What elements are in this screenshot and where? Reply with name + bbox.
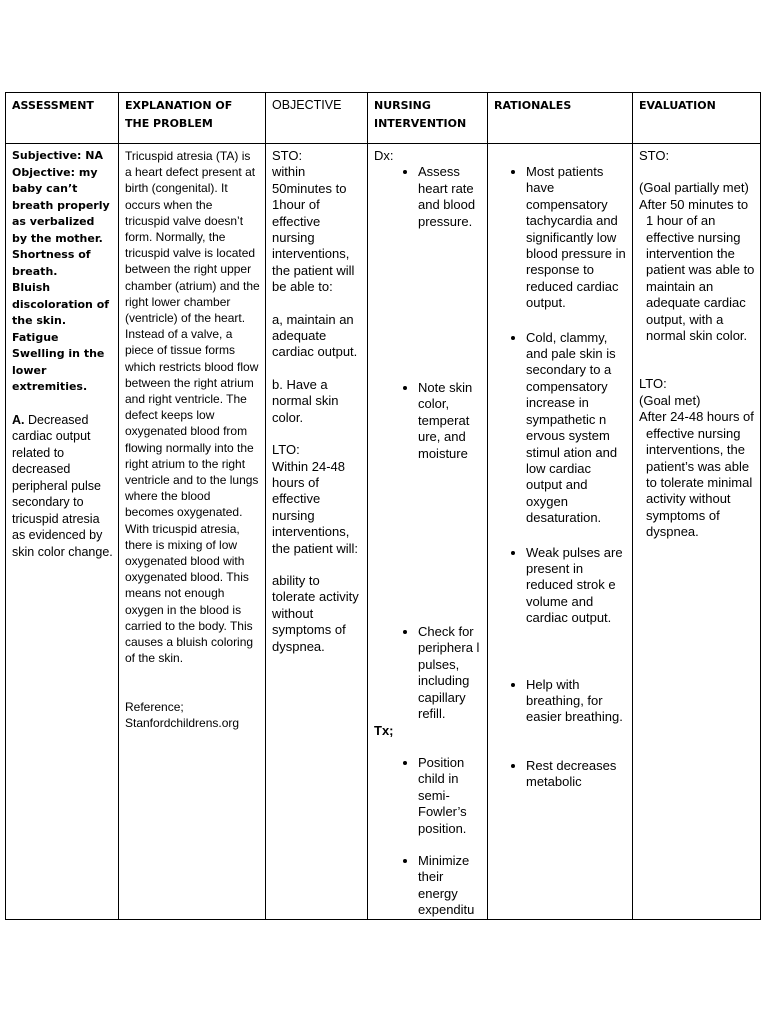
eval-sto-text: After 50 minutes to 1 hour of an effective nursing intervention the patient was able to maintain an adequate cardiac output, with a normal skin color. xyxy=(639,196,755,344)
intervention-item: • Position child in semi-Fowler’s position. xyxy=(418,755,482,837)
header-rationales: RATIONALES xyxy=(488,93,633,144)
reference-source: Stanfordchildrens.org xyxy=(125,715,240,730)
intervention-item: • Check for periphera l pulses, including capillary refill. xyxy=(418,624,482,722)
rationale-list xyxy=(494,164,627,791)
dx-label: Dx: xyxy=(374,148,394,163)
intervention-cell xyxy=(368,144,488,920)
lto-label: LTO: xyxy=(272,442,300,458)
header-nursing-intervention: NURSING INTERVENTION xyxy=(368,93,488,144)
rationales-cell xyxy=(488,144,633,920)
rationale-item: • Cold, clammy, and pale skin is secondary to a compensatory increase in sympathetic n ervous system stimul ation and low cardiac output and oxygen desaturation. xyxy=(526,330,627,527)
explanation-cell xyxy=(119,144,266,920)
assessment-cell xyxy=(6,144,119,920)
subjective: Subjective: NA xyxy=(12,149,103,162)
eval-lto-label: LTO: xyxy=(639,376,667,392)
finding-item: Swelling in the lower extremities. xyxy=(12,347,105,393)
header-assessment: ASSESSMENT xyxy=(6,93,119,144)
rationale-item: • Most patients have compensatory tachycardia and significantly low blood pressure in response to reduced cardiac output. xyxy=(526,164,627,312)
finding-item: Bluish discoloration of the skin. xyxy=(12,281,110,327)
sto-label: STO: xyxy=(272,148,303,163)
lto-text: Within 24-48 hours of effective nursing interventions, the patient will: xyxy=(272,458,358,556)
finding-item: Shortness of breath. xyxy=(12,248,91,278)
lto-goal: ability to tolerate activity without symptoms of dyspnea. xyxy=(272,572,359,654)
header-evaluation: EVALUATION xyxy=(633,93,761,144)
eval-sto-label: STO: xyxy=(639,148,670,163)
content-row xyxy=(6,144,761,920)
rationale-item: • Help with breathing, for easier breathing. xyxy=(526,677,627,726)
header-objective: OBJECTIVE xyxy=(266,93,368,144)
intervention-item: • Minimize their energy expenditu xyxy=(418,853,482,919)
header-explanation: EXPLANATION OF THE PROBLEM xyxy=(119,93,266,144)
tx-list xyxy=(374,755,482,919)
eval-lto-status: (Goal met) xyxy=(639,392,701,408)
header-row xyxy=(6,93,761,144)
intervention-item: • Assess heart rate and blood pressure. xyxy=(418,164,482,230)
sto-text: within 50minutes to 1hour of effective nursing interventions, the patient will be able to: xyxy=(272,164,355,295)
eval-sto-status: (Goal partially met) xyxy=(639,180,749,196)
tx-label: Tx; xyxy=(374,722,394,738)
eval-lto-text: After 24-48 hours of effective nursing interventions, the patient’s was able to tolerate minimal activity without symptoms of dyspnea. xyxy=(639,409,754,540)
goal-a: a, maintain an adequate cardiac output. xyxy=(272,311,358,360)
goal-b: b. Have a normal skin color. xyxy=(272,376,339,425)
nursing-diagnosis: A. Decreased cardiac output related to decreased peripheral pulse secondary to tricuspid atresia as evidenced by skin color change. xyxy=(12,412,113,559)
objective-cell xyxy=(266,144,368,920)
rationale-item: • Rest decreases metabolic xyxy=(526,758,627,791)
care-plan-table xyxy=(5,92,761,920)
reference-label: Reference; xyxy=(125,699,184,714)
rationale-item: • Weak pulses are present in reduced strok e volume and cardiac output. xyxy=(526,545,627,627)
explanation-text: Tricuspid atresia (TA) is a heart defect present at birth (congenital). It occurs when the tricuspid valve doesn’t form. Normally, the tricuspid valve is located between the right upper chamber (atrium) and the right lower chamber (ventricle) of the heart. Instead of a valve, a piece of tissue forms which restricts blood flow between the right atrium and right ventricle. The defect keeps low oxygenated blood from flowing normally into the right atrium to the right ventricle and to the lungs where the blood becomes oxygenated. With tricuspid atresia, there is mixing of low oxygenated blood with oxygenated blood. This means not enough oxygen in the blood is carried to the body. This causes a bluish coloring of the skin. xyxy=(125,149,260,666)
intervention-item: • Note skin color, temperat ure, and moisture xyxy=(418,380,482,462)
evaluation-cell xyxy=(633,144,761,920)
dx-list xyxy=(374,164,482,722)
objective-quote: Objective: my baby can’t breath properly as verbalized by the mother. xyxy=(12,165,110,245)
finding-item: Fatigue xyxy=(12,330,59,344)
